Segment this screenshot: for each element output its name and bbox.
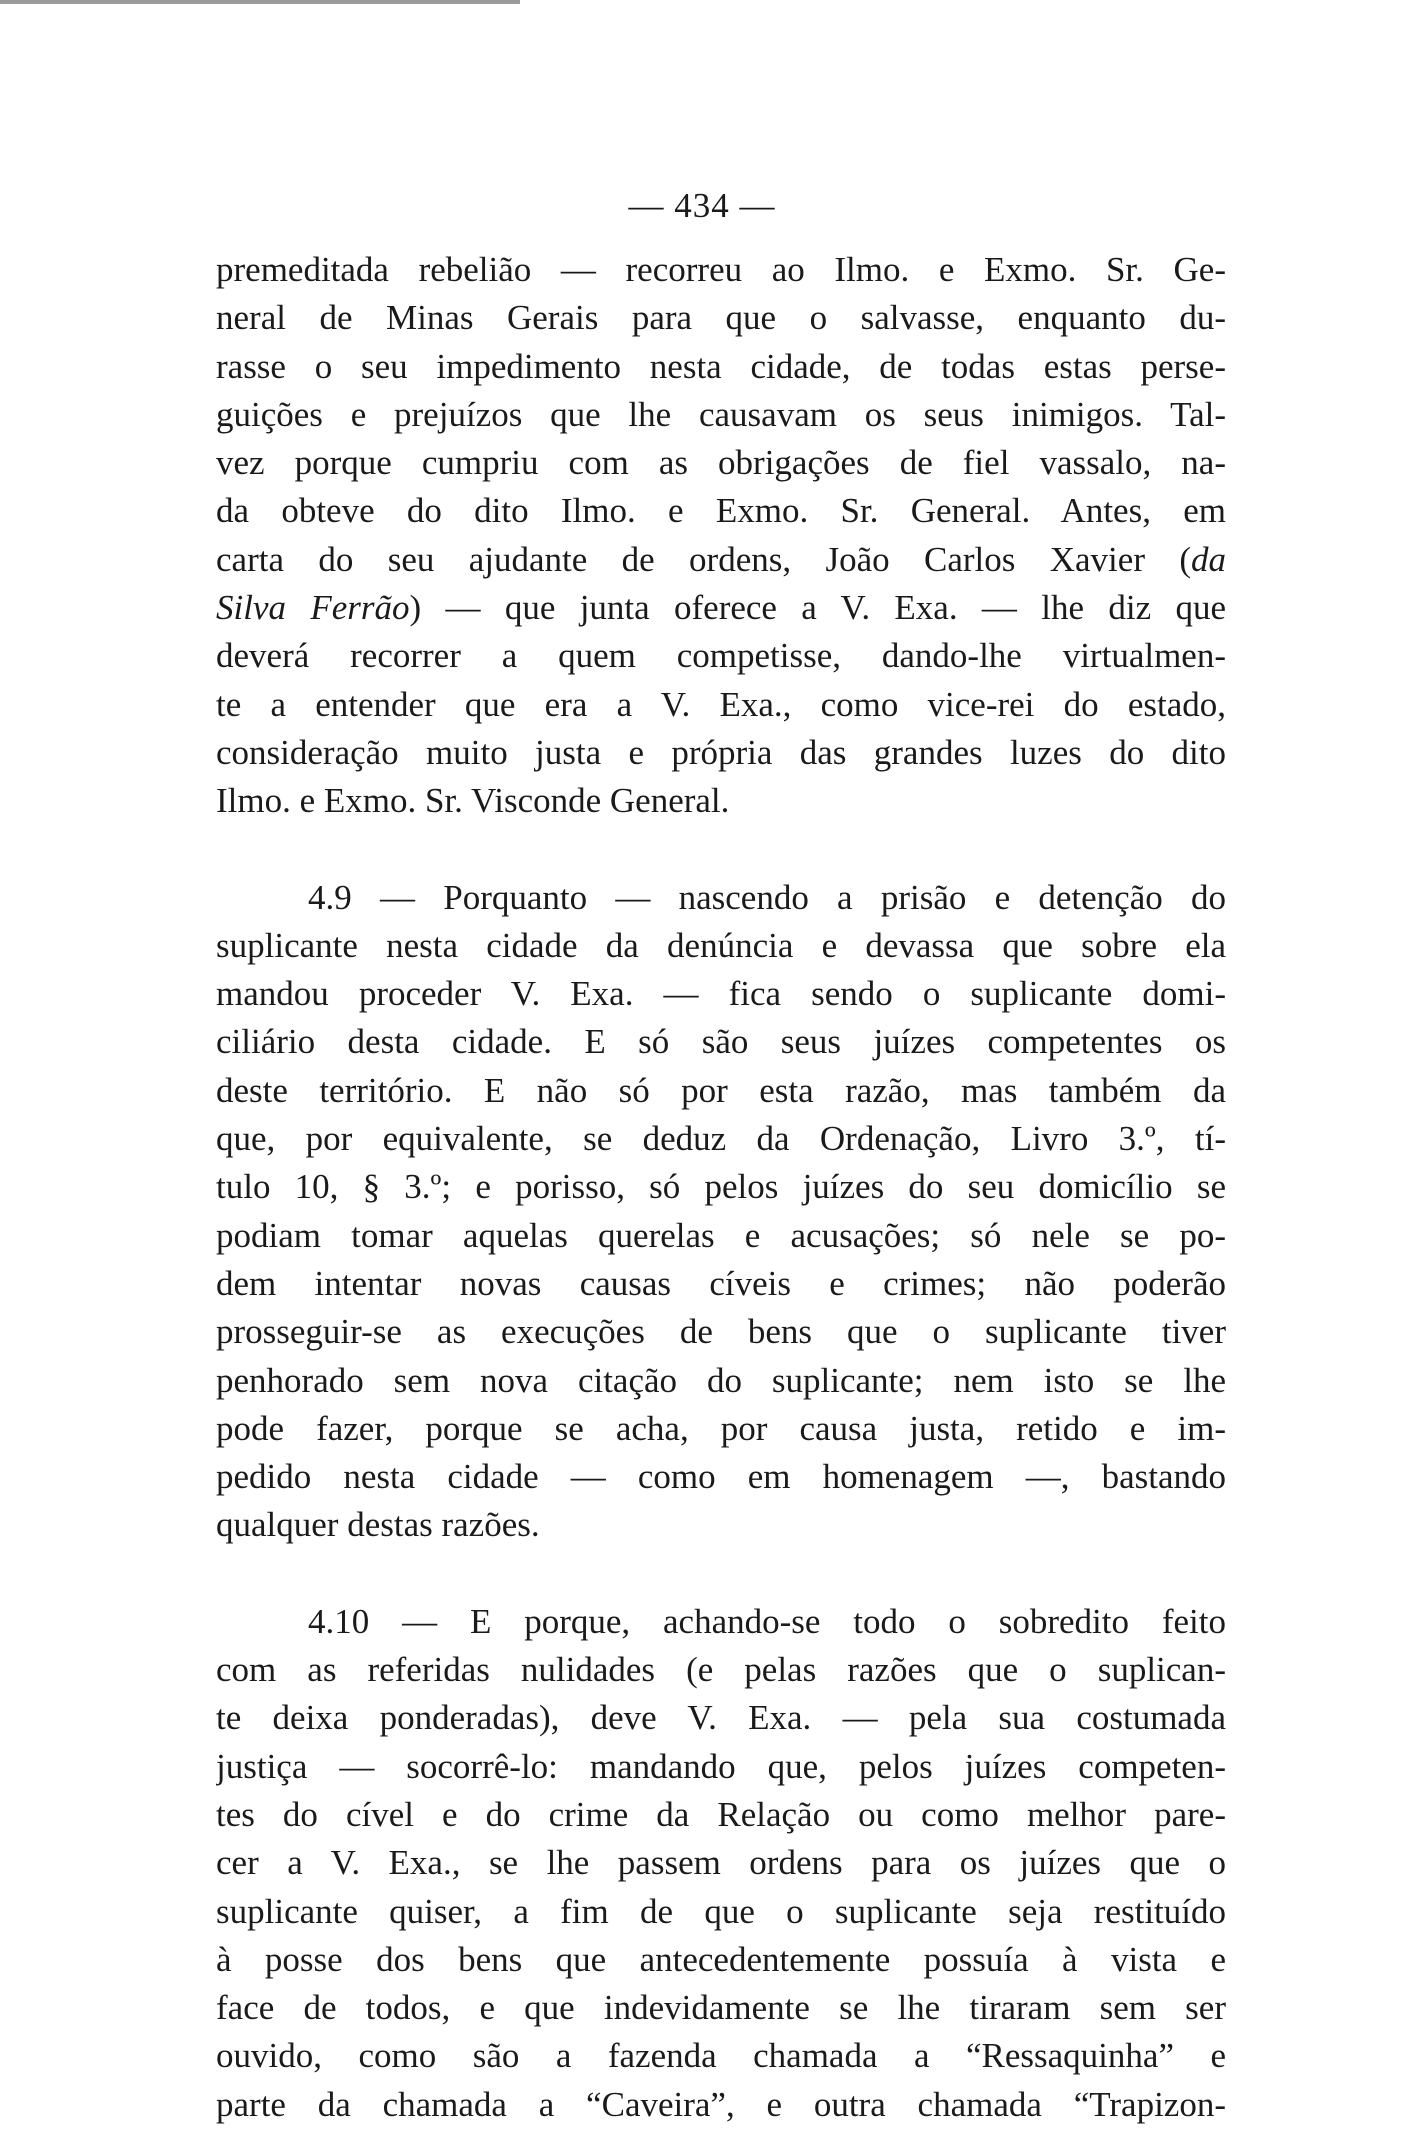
paragraph-spacer	[216, 1550, 1226, 1598]
text-line-italic-end: carta do seu ajudante de ordens, João Carlos Xavier (da	[216, 539, 1226, 579]
text-line: premeditada rebelião — recorreu ao Ilmo. e Exmo. Sr. Ge-	[216, 250, 1226, 289]
paragraph-3	[216, 1598, 1226, 2129]
text-line: 4.10 — E porque, achando-se todo o sobredito feito	[308, 1601, 1226, 1641]
paragraph-spacer	[216, 826, 1226, 874]
text-line: consideração muito justa e própria das grandes luzes do dito	[216, 732, 1226, 772]
text-line: 4.9 — Porquanto — nascendo a prisão e detenção do	[308, 877, 1226, 917]
text-line: face de todos, e que indevidamente se lhe tiraram sem ser	[216, 1988, 1226, 2028]
text-line: ciliário desta cidade. E só são seus juízes competentes os	[216, 1022, 1226, 1062]
text-line: tulo 10, § 3.º; e porisso, só pelos juízes do seu domicílio se	[216, 1167, 1226, 1207]
paragraph-2	[216, 874, 1226, 1550]
text-line: qualquer destas razões.	[216, 1505, 540, 1545]
page-body	[216, 246, 1226, 2129]
scan-top-edge	[0, 0, 520, 4]
text-line: que, por equivalente, se deduz da Ordenação, Livro 3.º, tí-	[216, 1119, 1226, 1159]
italic-fragment: da	[1191, 539, 1226, 579]
text-line: da obteve do dito Ilmo. e Exmo. Sr. General. Antes, em	[216, 491, 1226, 531]
text-line: com as referidas nulidades (e pelas razões que o suplican-	[216, 1650, 1226, 1690]
text-line: suplicante nesta cidade da denúncia e devassa que sobre ela	[216, 925, 1226, 965]
text-line: te deixa ponderadas), deve V. Exa. — pela sua costumada	[216, 1698, 1226, 1738]
text-line: pode fazer, porque se acha, por causa justa, retido e im-	[216, 1408, 1226, 1448]
page-number: — 434 —	[628, 186, 776, 225]
text-line: cer a V. Exa., se lhe passem ordens para os juízes que o	[216, 1843, 1226, 1883]
text-line: ouvido, como são a fazenda chamada a “Ressaquinha” e	[216, 2036, 1226, 2076]
paragraph-1	[216, 246, 1226, 826]
text-line: penhorado sem nova citação do suplicante; nem isto se lhe	[216, 1360, 1226, 1400]
text-line: prosseguir-se as execuções de bens que o suplicante tiver	[216, 1312, 1226, 1352]
text-line: te a entender que era a V. Exa., como vice-rei do estado,	[216, 684, 1226, 724]
text-line: deste território. E não só por esta razão, mas também da	[216, 1070, 1226, 1110]
text-line: rasse o seu impedimento nesta cidade, de todas estas perse-	[216, 346, 1226, 386]
text-line: tes do cível e do crime da Relação ou como melhor pare-	[216, 1794, 1226, 1834]
text-line: mandou proceder V. Exa. — fica sendo o suplicante domi-	[216, 974, 1226, 1014]
text-line: dem intentar novas causas cíveis e crimes; não poderão	[216, 1263, 1226, 1303]
text-line: pedido nesta cidade — como em homenagem —, bastando	[216, 1457, 1226, 1497]
text-line: neral de Minas Gerais para que o salvasse, enquanto du-	[216, 298, 1226, 338]
text-line: podiam tomar aquelas querelas e acusações; só nele se po-	[216, 1215, 1226, 1255]
italic-fragment: Silva Ferrão	[216, 588, 410, 628]
text-line: guições e prejuízos que lhe causavam os seus inimigos. Tal-	[216, 394, 1226, 434]
text-line-italic-start: Silva Ferrão) — que junta oferece a V. Exa. — lhe diz que	[216, 588, 1226, 628]
text-line: vez porque cumpriu com as obrigações de fiel vassalo, na-	[216, 443, 1226, 483]
text-line: deverá recorrer a quem competisse, dando-lhe virtualmen-	[216, 636, 1226, 676]
text-line: suplicante quiser, a fim de que o suplicante seja restituído	[216, 1891, 1226, 1931]
text-line: justiça — socorrê-lo: mandando que, pelos juízes competen-	[216, 1746, 1226, 1786]
text-line: Ilmo. e Exmo. Sr. Visconde General.	[216, 781, 730, 821]
text-line: parte da chamada a “Caveira”, e outra chamada “Trapizon-	[216, 2084, 1226, 2124]
text-line: à posse dos bens que antecedentemente possuía à vista e	[216, 1939, 1226, 1979]
